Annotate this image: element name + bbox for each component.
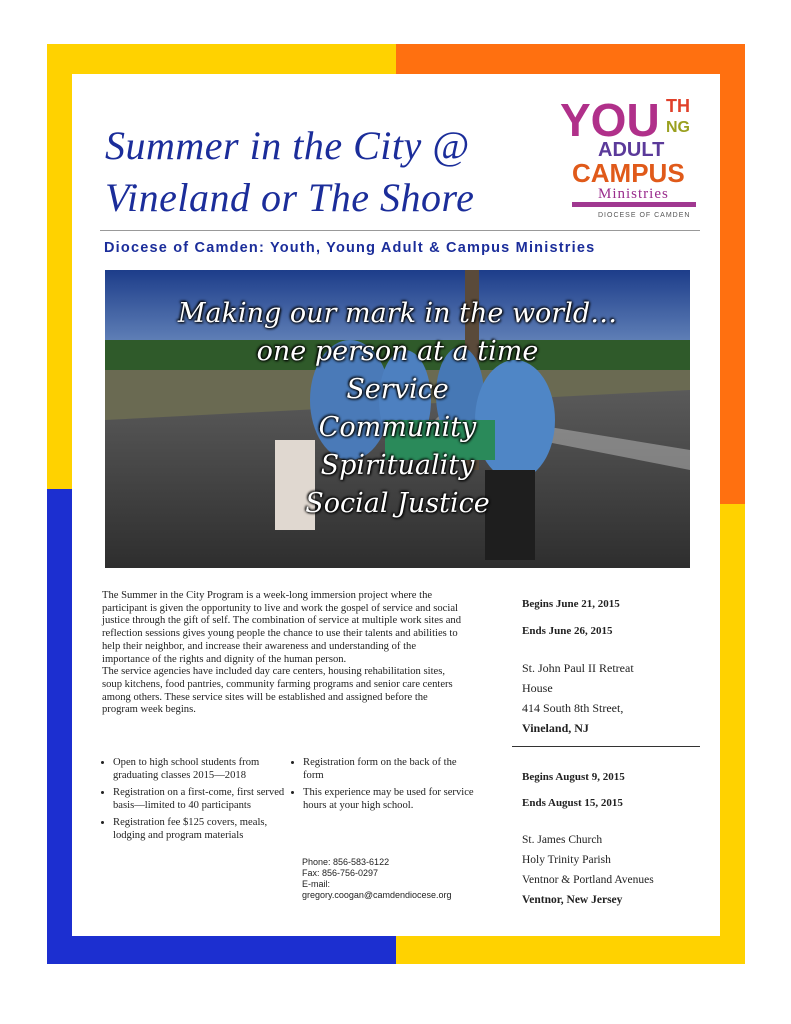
session1-place-line-4: Vineland, NJ [522,721,589,735]
session2-place-line-4: Ventnor, New Jersey [522,894,623,906]
frame-bottom-right [396,936,745,964]
schedule-divider [512,746,700,747]
frame-right-top [720,44,745,504]
overlay-line-6: Social Justice [305,488,490,519]
contact-phone: Phone: 856-583-6122 [302,857,390,867]
overlay-line-1: Making our mark in the world… [177,298,618,329]
frame-left-top [47,44,72,489]
logo-word-ministries: Ministries [598,186,669,202]
overlay-line-4: Community [318,412,477,443]
title-line-2: Vineland or The Shore [105,175,475,220]
subtitle: Diocese of Camden: Youth, Young Adult & Campus Ministries [104,240,596,256]
contact-email[interactable]: gregory.coogan@camdendiocese.org [302,890,452,900]
description-paragraph-2: The service agencies have included day care centers, housing rehabilitation sites, soup kitchens, food pantries, community farming programs and senior care centers among others. These service sites will be established and assigned before the program week begins. [102,666,453,716]
session1-ends: Ends June 26, 2015 [522,625,613,637]
session1-begins: Begins June 21, 2015 [522,598,620,610]
session2-location [522,830,712,910]
photo-overlay-text [105,295,690,523]
logo-word-diocese: DIOCESE OF CAMDEN [598,212,691,219]
overlay-line-3: Service [346,374,449,405]
list-item: • Registration form on the back of the form [303,756,475,782]
frame-right-bottom [720,504,745,964]
description-paragraph-1: The Summer in the City Program is a week-long immersion project where the participant is given the opportunity to live and work the gospel of service and social justice through the gift of self. The combination of service at multiple work sites and reflection sessions gives young people the chance to use their talents and abilities to help their neighbor, and increase their awareness and understanding of the importance of the rights and dignity of the human person. [102,590,462,665]
session2-begins: Begins August 9, 2015 [522,771,625,783]
frame-top-left [47,44,396,74]
list-item: • This experience may be used for service hours at your high school. [303,786,475,812]
hero-photo [105,270,690,568]
frame-left-bottom [47,489,72,964]
details-list-left [100,756,290,846]
session1-place-line-2: House [522,681,553,695]
overlay-line-5: Spirituality [320,450,475,481]
session1-place-line-3: 414 South 8th Street, [522,701,624,715]
session1-place-line-1: St. John Paul II Retreat [522,661,634,675]
program-description [102,590,464,717]
session2-ends: Ends August 15, 2015 [522,797,623,809]
session2-place-line-1: St. James Church [522,834,603,846]
logo-word-th: TH [666,96,690,116]
session1-location [522,658,712,738]
contact-info [302,857,502,901]
title-line-1: Summer in the City @ [105,123,470,168]
youth-ministries-logo [558,90,708,220]
logo-word-you: YOU [560,94,660,146]
page-title [105,120,565,224]
list-item: • Registration fee $125 covers, meals, lodging and program materials [113,816,290,842]
frame-top-right [396,44,745,74]
logo-word-ng: NG [666,119,690,136]
logo-word-campus: CAMPUS [572,158,685,188]
logo-word-adult: ADULT [598,139,665,161]
overlay-line-2: one person at a time [256,336,539,367]
list-item: • Open to high school students from graduating classes 2015—2018 [113,756,290,782]
session2-place-line-2: Holy Trinity Parish [522,854,611,866]
frame-bottom-left [47,936,396,964]
session2-place-line-3: Ventnor & Portland Avenues [522,874,654,886]
contact-fax: Fax: 856-756-0297 [302,868,379,878]
details-list-right [290,756,475,816]
contact-email-label: E-mail: [302,879,331,889]
title-rule [100,230,700,231]
list-item: • Registration on a first-come, first served basis—limited to 40 participants [113,786,290,812]
logo-bar [572,202,696,207]
